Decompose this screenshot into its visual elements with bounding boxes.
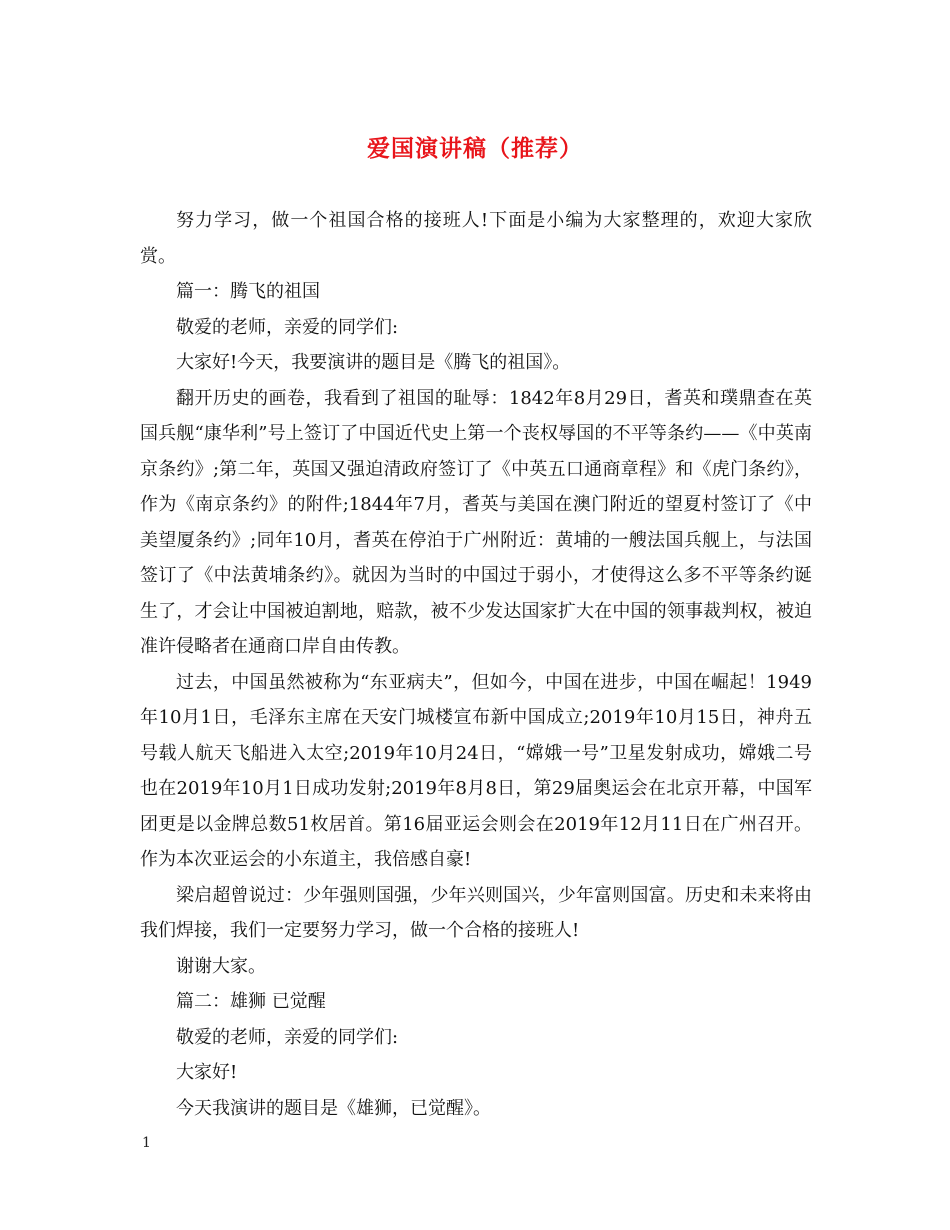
salutation-paragraph-two: 敬爱的老师，亲爱的同学们: (176, 1026, 399, 1048)
progress-paragraph: 过去，中国虽然被称为“东亚病夫”，但如今，中国在进步，中国在崛起！1949年10月1日，毛泽东主席在天安门城楼宣布新中国成立;2019年10月15日，神舟五号载人航天飞船进入太空;2019年10月24日，“嫦娥一号”卫星发射成功，嫦娥二号也在2019年10月1日成功发射;2019年8月8日，第29届奥运会在北京开幕，中国军团更是以金牌总数51枚居首。第16届亚运会则会在2019年12月11日在广州召开。作为本次亚运会的小东道主，我倍感自豪! (140, 671, 813, 870)
page-number: 1 (142, 1135, 151, 1151)
greeting-paragraph: 大家好!今天，我要演讲的题目是《腾飞的祖国》。 (176, 352, 571, 373)
intro-paragraph: 努力学习，做一个祖国合格的接班人!下面是小编为大家整理的，欢迎大家欣赏。 (140, 210, 812, 267)
history-paragraph: 翻开历史的画卷，我看到了祖国的耻辱：1842年8月29日，耆英和璞鼎查在英国兵舰“康华利”号上签订了中国近代史上第一个丧权辱国的不平等条约——《中英南京条约》;第二年，英国又强迫清政府签订了《中英五口通商章程》和《虎门条约》，作为《南京条约》的附件;1844年7月，耆英与美国在澳门附近的望夏村签订了《中美望厦条约》;同年10月，耆英在停泊于广州附近：黄埔的一艘法国兵舰上，与法国签订了《中法黄埔条约》。就因为当时的中国过于弱小，才使得这么多不平等条约诞生了，才会让中国被迫割地，赔款，被不少发达国家扩大在中国的领事裁判权，被迫准许侵略者在通商口岸自由传教。 (140, 387, 812, 657)
topic-paragraph-two: 今天我演讲的题目是《雄狮，已觉醒》。 (176, 1097, 491, 1119)
greeting-paragraph-two: 大家好! (176, 1062, 238, 1083)
thanks-paragraph: 谢谢大家。 (176, 955, 266, 977)
section-two-heading: 篇二：雄狮 已觉醒 (176, 991, 326, 1012)
quote-paragraph: 梁启超曾说过：少年强则国强，少年兴则国兴，少年富则国富。历史和未来将由我们焊接，我们一定要努力学习，做一个合格的接班人! (140, 884, 812, 941)
document-body (140, 203, 812, 1126)
salutation-paragraph: 敬爱的老师，亲爱的同学们: (176, 316, 399, 338)
section-one-heading: 篇一：腾飞的祖国 (176, 281, 320, 302)
document-title: 爱国演讲稿（推荐） (367, 135, 583, 162)
